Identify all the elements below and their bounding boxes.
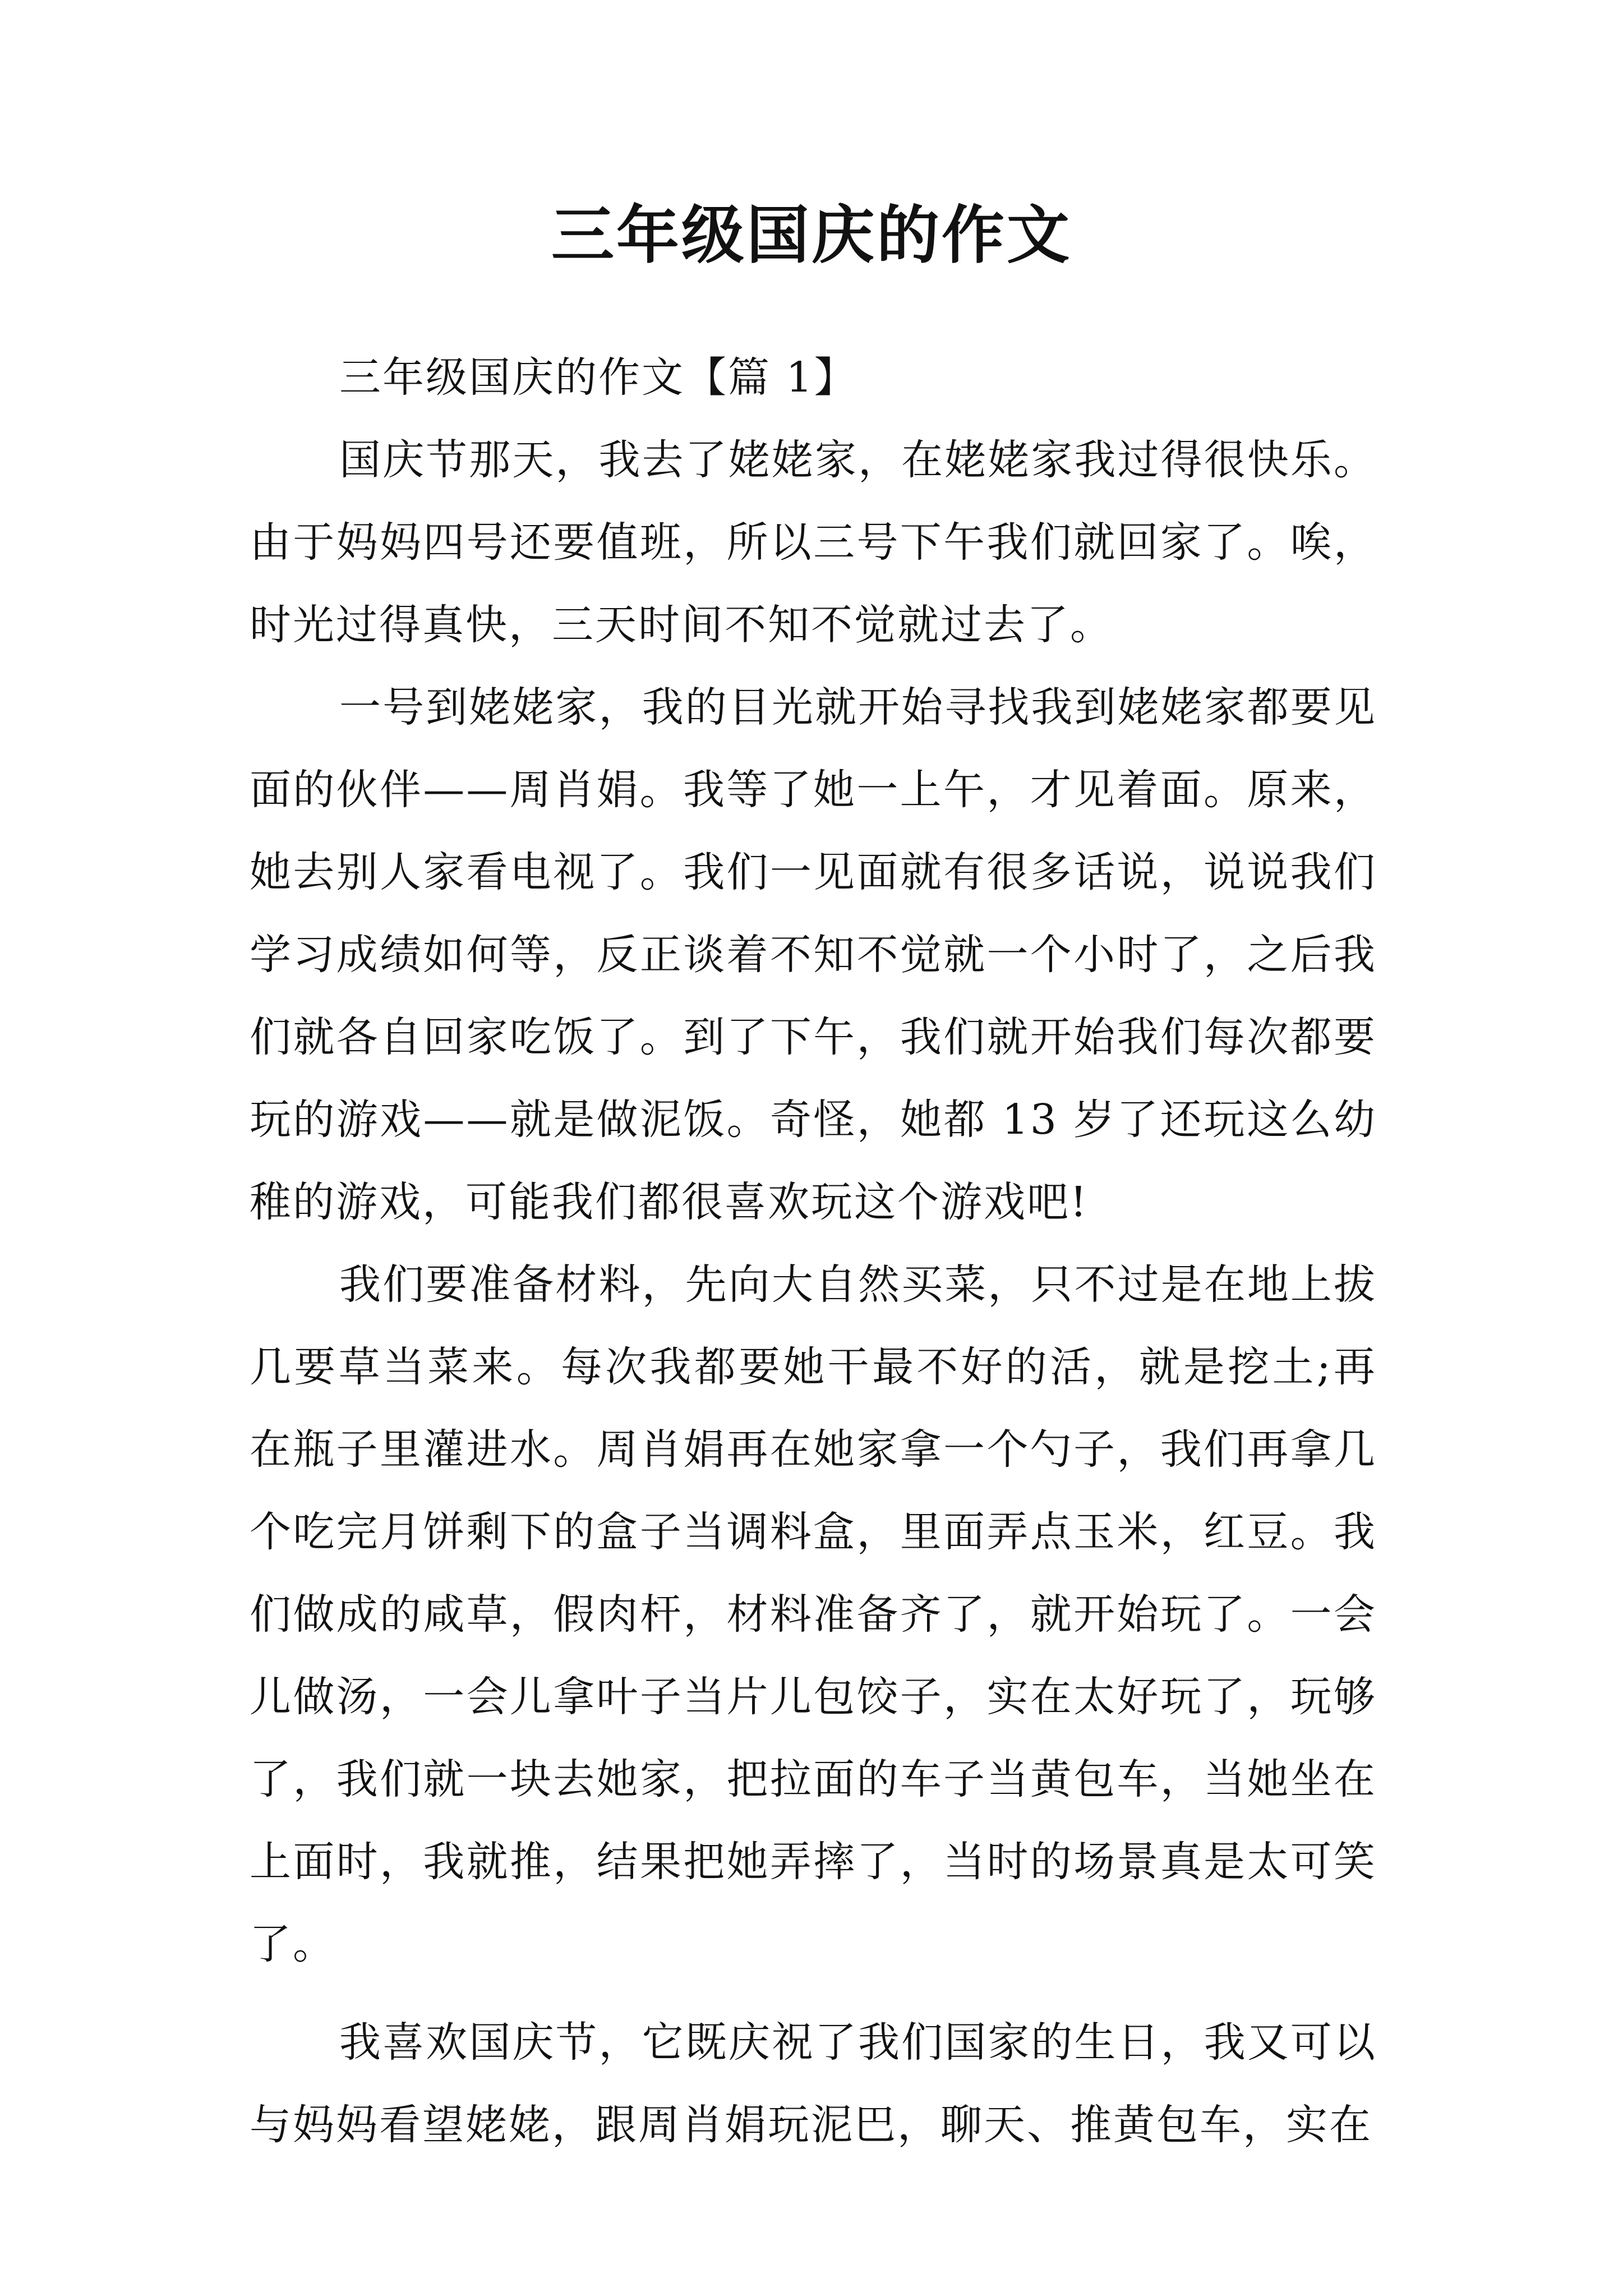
section-heading: 三年级国庆的作文【篇 1】: [339, 353, 857, 402]
paragraph-2: 一号到姥姥家，我的目光就开始寻找我到姥姥家都要见面的伙伴——周肖娟。我等了她一上午，才见着面。原来，她去别人家看电视了。我们一见面就有很多话说，说说我们学习成绩如何等，反正谈着不知不觉就一个小时了，之后我们就各自回家吃饭了。到了下午，我们就开始我们每次都要玩的游戏——就是做泥饭。奇怪，她都 13 岁了还玩这么幼稚的游戏，可能我们都很喜欢玩这个游戏吧!: [250, 683, 1377, 1226]
paragraph-3: 我们要准备材料，先向大自然买菜，只不过是在地上拔几要草当菜来。每次我都要她干最不好的活，就是挖土;再在瓶子里灌进水。周肖娟再在她家拿一个勺子，我们再拿几个吃完月饼剩下的盒子当调料盒，里面弄点玉米，红豆。我们做成的咸草，假肉杆，材料准备齐了，就开始玩了。一会儿做汤，一会儿拿叶子当片儿包饺子，实在太好玩了，玩够了，我们就一块去她家，把拉面的车子当黄包车，当她坐在上面时，我就推，结果把她弄摔了，当时的场景真是太可笑了。: [250, 1260, 1377, 1968]
paragraph-1: 国庆节那天，我去了姥姥家，在姥姥家我过得很快乐。由于妈妈四号还要值班，所以三号下午我们就回家了。唉，时光过得真快，三天时间不知不觉就过去了。: [250, 436, 1377, 649]
paragraph-4: 我喜欢国庆节，它既庆祝了我们国家的生日，我又可以与妈妈看望姥姥，跟周肖娟玩泥巴，聊天、推黄包车，实在: [250, 2018, 1377, 2149]
document-title: 三年级国庆的作文: [551, 199, 1072, 272]
document-body: [250, 337, 1377, 2166]
